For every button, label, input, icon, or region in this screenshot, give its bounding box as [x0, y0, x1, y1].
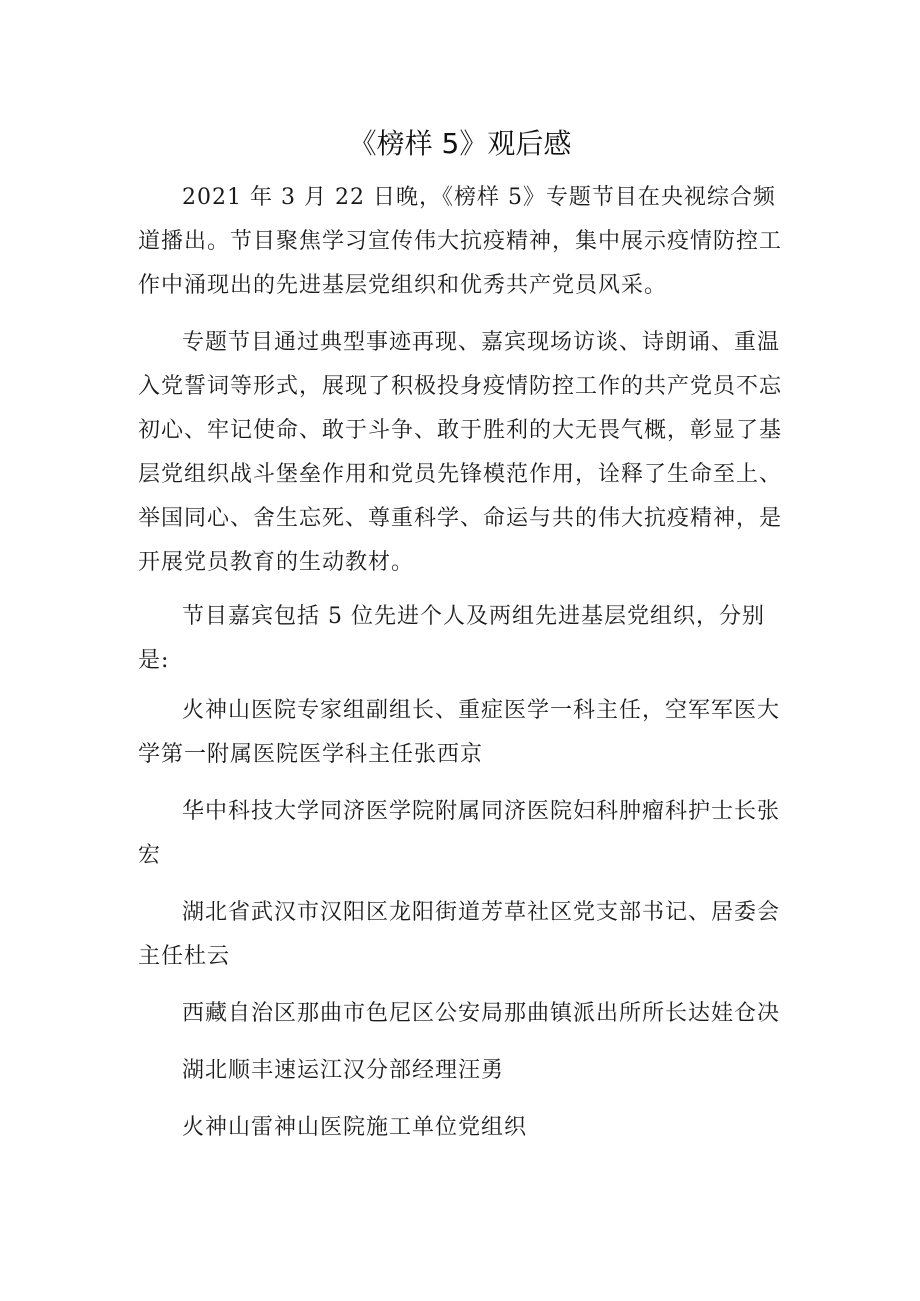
- guest-item-zhang-hong: 华中科技大学同济医学院附属同济医院妇科肿瘤科护士长张宏: [138, 799, 781, 868]
- paragraph-guests-intro: 节目嘉宾包括 5 位先进个人及两组先进基层党组织，分别是:: [138, 604, 765, 673]
- guest-item-zhang-xijing: 火神山医院专家组副组长、重症医学一科主任，空军军医大学第一附属医院医学科主任张西京: [138, 698, 781, 767]
- paragraph-program-forms: 专题节目通过典型事迹再现、嘉宾现场访谈、诗朗诵、重温入党誓词等形式，展现了积极投身疫情防控工作的共产党员不忘初心、牢记使命、敢于斗争、敢于胜利的大无畏气概，彰显了基层党组织战斗堡垒作用和党员先锋模范作用，诠释了生命至上、举国同心、舍生忘死、尊重科学、命运与共的伟大抗疫精神，是开展党员教育的生动教材。: [138, 330, 783, 575]
- guest-item-du-yun: 湖北省武汉市汉阳区龙阳街道芳草社区党支部书记、居委会主任杜云: [138, 900, 781, 969]
- document-title: 《榜样 5》观后感: [348, 127, 572, 160]
- guest-item-huoshenshan-leishenshan: 火神山雷神山医院施工单位党组织: [182, 1115, 528, 1140]
- guest-item-dawa-cangjue: 西藏自治区那曲市色尼区公安局那曲镇派出所所长达娃仓决: [182, 1001, 781, 1026]
- guest-item-wang-yong: 湖北顺丰速运江汉分部经理汪勇: [182, 1058, 505, 1083]
- document-body: [138, 176, 790, 1150]
- paragraph-broadcast-intro: 2021 年 3 月 22 日晚，《榜样 5》专题节目在央视综合频道播出。节目聚焦学习宣传伟大抗疫精神，集中展示疫情防控工作中涌现出的先进基层党组织和优秀共产党员风采。: [138, 185, 783, 298]
